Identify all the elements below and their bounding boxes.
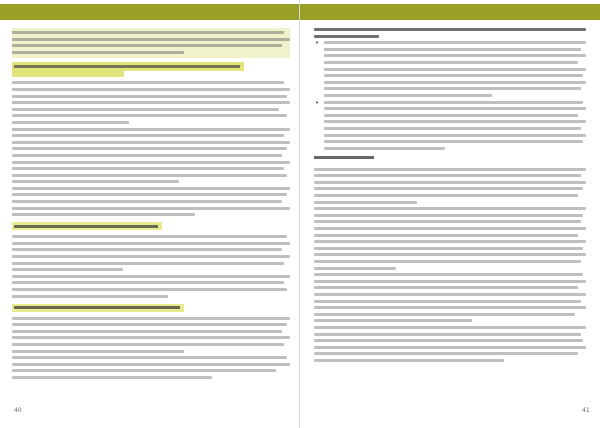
bullet-item: [314, 41, 586, 97]
paragraph: [12, 187, 290, 216]
left-page-content: [12, 28, 290, 383]
right-page: [300, 0, 600, 428]
bullet-item: [314, 98, 586, 150]
paragraph: [12, 275, 290, 298]
paragraph: [12, 356, 290, 379]
intro-highlight-box: [12, 28, 290, 58]
paragraph: [314, 28, 586, 38]
paragraph: [314, 207, 586, 269]
paragraph: [12, 317, 290, 353]
paragraph: [314, 273, 586, 322]
section-heading-1: [12, 62, 290, 76]
subheading-directive: [314, 154, 586, 162]
page-number-left: 40: [14, 407, 22, 414]
paragraph: [314, 326, 586, 362]
right-page-content: [314, 28, 586, 366]
left-running-header: [0, 4, 300, 20]
paragraph: [12, 128, 290, 184]
page-number-right: 41: [582, 407, 590, 414]
section-heading-3: [12, 304, 290, 312]
paragraph: [12, 81, 290, 124]
bullet-marker-icon: •: [315, 39, 320, 48]
section-heading-2: [12, 222, 290, 230]
bullet-marker-icon: •: [315, 98, 320, 107]
paragraph: [12, 235, 290, 271]
paragraph: [314, 168, 586, 204]
right-running-header: [300, 4, 600, 20]
